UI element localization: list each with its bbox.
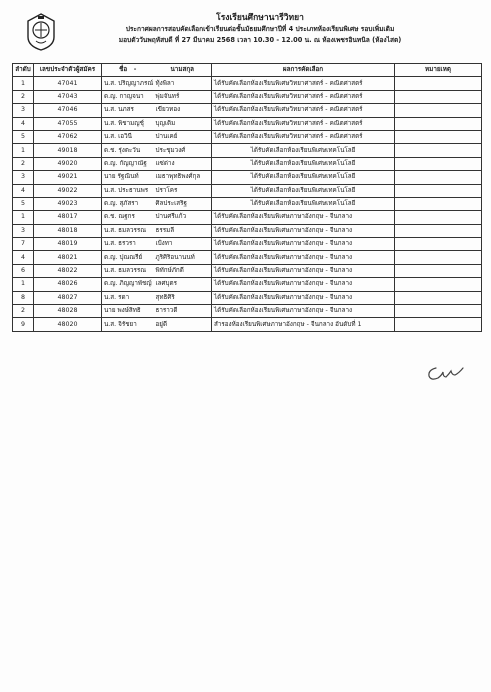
table-row [13, 144, 482, 157]
row-surname: พุ่มจันทร์ [154, 90, 212, 103]
row-no: 4 [13, 251, 34, 264]
row-name: น.ส. ธมลวรรณ [102, 224, 154, 237]
row-remark [395, 305, 482, 318]
row-name: น.ส. เอวินี [102, 130, 154, 143]
table-row [13, 305, 482, 318]
row-no: 1 [13, 77, 34, 90]
table-row [13, 104, 482, 117]
table-row [13, 251, 482, 264]
row-result: ได้รับคัดเลือกห้องเรียนพิเศษวิทยาศาสตร์ - คณิตศาสตร์ [212, 90, 395, 103]
row-surname: เขียวทอง [154, 104, 212, 117]
row-applicant-id: 48026 [34, 278, 102, 291]
row-name: น.ส. พิชามญชุ์ [102, 117, 154, 130]
row-surname: ปานเคย์ [154, 130, 212, 143]
header-surname: นามสกุล [154, 64, 212, 77]
table-row [13, 184, 482, 197]
row-no: 1 [13, 144, 34, 157]
row-name: นาย รัฐณินท์ [102, 171, 154, 184]
row-no: 5 [13, 197, 34, 210]
row-remark [395, 224, 482, 237]
row-remark [395, 77, 482, 90]
results-table [12, 63, 482, 332]
row-remark [395, 211, 482, 224]
row-name: ด.ญ. ภิญญาพัชญ์ [102, 278, 154, 291]
row-surname: พิทักษ์ภักดี [154, 264, 212, 277]
table-row [13, 291, 482, 304]
table-row [13, 171, 482, 184]
row-applicant-id: 48019 [34, 238, 102, 251]
row-no: 1 [13, 211, 34, 224]
row-remark [395, 171, 482, 184]
table-row [13, 211, 482, 224]
row-applicant-id: 49023 [34, 197, 102, 210]
row-remark [395, 264, 482, 277]
row-surname: เมธาพุทธิพงศ์กุล [154, 171, 212, 184]
row-applicant-id: 48018 [34, 224, 102, 237]
row-name: นาย พงษ์สิทธิ [102, 305, 154, 318]
row-applicant-id: 49018 [34, 144, 102, 157]
row-result: ได้รับคัดเลือกห้องเรียนพิเศษภาษาอังกฤษ - จีนกลาง [212, 305, 395, 318]
row-surname: ธรรมลี [154, 224, 212, 237]
announcement-title: ประกาศผลการสอบคัดเลือกเข้าเรียนต่อชั้นมัธยมศึกษาปีที่ 4 ประเภทห้องเรียนพิเศษ รอบเพิ่มเติม [125, 25, 395, 33]
table-row [13, 224, 482, 237]
row-no: 3 [13, 171, 34, 184]
row-surname: เป้งทา [154, 238, 212, 251]
row-no: 7 [13, 238, 34, 251]
row-surname: ทุ้งพิลา [154, 77, 212, 90]
row-result: ได้รับคัดเลือกห้องเรียนพิเศษภาษาอังกฤษ - จีนกลาง [212, 264, 395, 277]
row-no: 3 [13, 224, 34, 237]
row-no: 2 [13, 157, 34, 170]
table-row [13, 264, 482, 277]
row-result: ได้รับคัดเลือกห้องเรียนพิเศษวิทยาศาสตร์ - คณิตศาสตร์ [212, 104, 395, 117]
row-applicant-id: 49021 [34, 171, 102, 184]
row-surname: เลศบุตร [154, 278, 212, 291]
row-applicant-id: 49022 [34, 184, 102, 197]
table-row [13, 278, 482, 291]
table-row [13, 238, 482, 251]
table-row [13, 130, 482, 143]
row-name: น.ส. จิรัชยา [102, 318, 154, 331]
table-row [13, 197, 482, 210]
row-remark [395, 144, 482, 157]
reporting-details: มอบตัววันพฤหัสบดี ที่ 27 มีนาคม 2568 เวลา 10.30 - 12.00 น. ณ ห้องเพชรอินทนิล (ห้องไสต) [118, 36, 402, 44]
row-applicant-id: 47062 [34, 130, 102, 143]
row-result: ได้รับคัดเลือกห้องเรียนพิเศษภาษาอังกฤษ - จีนกลาง [212, 211, 395, 224]
header-applicant-id: เลขประจำตัวผู้สมัคร [34, 64, 102, 77]
row-result: ได้รับคัดเลือกห้องเรียนพิเศษภาษาอังกฤษ - จีนกลาง [212, 238, 395, 251]
row-result: ได้รับคัดเลือกห้องเรียนพิเศษเทคโนโลยี [212, 144, 395, 157]
row-surname: แซ่ด่าง [154, 157, 212, 170]
row-name: น.ส. นภสร [102, 104, 154, 117]
row-applicant-id: 48021 [34, 251, 102, 264]
row-applicant-id: 47043 [34, 90, 102, 103]
table-body [13, 77, 482, 331]
row-name: น.ส. ธรวรา [102, 238, 154, 251]
document-header [60, 12, 460, 46]
row-surname: ประชุมวงศ์ [154, 144, 212, 157]
row-surname: ภูริศิริอนานนท์ [154, 251, 212, 264]
row-applicant-id: 49020 [34, 157, 102, 170]
row-name: ด.ช. ณฐกร [102, 211, 154, 224]
row-applicant-id: 48022 [34, 264, 102, 277]
table-header-row [13, 64, 482, 77]
row-no: 2 [13, 305, 34, 318]
row-result: ได้รับคัดเลือกห้องเรียนพิเศษเทคโนโลยี [212, 157, 395, 170]
row-no: 6 [13, 264, 34, 277]
row-result: ได้รับคัดเลือกห้องเรียนพิเศษเทคโนโลยี [212, 171, 395, 184]
row-remark [395, 90, 482, 103]
table-row [13, 318, 482, 331]
row-applicant-id: 47055 [34, 117, 102, 130]
row-applicant-id: 48017 [34, 211, 102, 224]
row-surname: บุญเติม [154, 117, 212, 130]
row-name: น.ส. ธมลวรรณ [102, 264, 154, 277]
row-surname: ปราโคร [154, 184, 212, 197]
school-name: โรงเรียนศึกษานารีวิทยา [216, 13, 304, 23]
row-name: ด.ญ. ปุณณรีย์ [102, 251, 154, 264]
row-result: ได้รับคัดเลือกห้องเรียนพิเศษวิทยาศาสตร์ - คณิตศาสตร์ [212, 117, 395, 130]
table-row [13, 90, 482, 103]
row-remark [395, 184, 482, 197]
table-row [13, 157, 482, 170]
row-result: ได้รับคัดเลือกห้องเรียนพิเศษภาษาอังกฤษ - จีนกลาง [212, 224, 395, 237]
row-surname: ธาราวดี [154, 305, 212, 318]
table-row [13, 77, 482, 90]
row-no: 2 [13, 90, 34, 103]
header-result: ผลการคัดเลือก [212, 64, 395, 77]
header-no: ลำดับ [13, 64, 34, 77]
row-applicant-id: 47041 [34, 77, 102, 90]
header-name: ชื่อ - [102, 64, 154, 77]
row-no: 5 [13, 130, 34, 143]
school-emblem-icon [26, 13, 56, 51]
handwritten-signature [424, 362, 466, 384]
row-no: 4 [13, 184, 34, 197]
table-row [13, 117, 482, 130]
row-result: ได้รับคัดเลือกห้องเรียนพิเศษภาษาอังกฤษ - จีนกลาง [212, 291, 395, 304]
row-name: ด.ญ. กัญญาณัฐ [102, 157, 154, 170]
row-name: ด.ญ. กาญจนา [102, 90, 154, 103]
row-applicant-id: 48020 [34, 318, 102, 331]
row-applicant-id: 48027 [34, 291, 102, 304]
row-remark [395, 318, 482, 331]
row-applicant-id: 48028 [34, 305, 102, 318]
row-remark [395, 117, 482, 130]
row-result: ได้รับคัดเลือกห้องเรียนพิเศษเทคโนโลยี [212, 197, 395, 210]
row-surname: ปานศรีแก้ว [154, 211, 212, 224]
row-surname: ศิลประเสริฐ [154, 197, 212, 210]
row-remark [395, 291, 482, 304]
row-no: 3 [13, 104, 34, 117]
row-no: 9 [13, 318, 34, 331]
row-surname: อยู่ดี [154, 318, 212, 331]
row-name: ด.ช. รุ่งตะวัน [102, 144, 154, 157]
header-remark: หมายเหตุ [395, 64, 482, 77]
row-name: น.ส. ประธานพร [102, 184, 154, 197]
row-remark [395, 238, 482, 251]
row-remark [395, 197, 482, 210]
row-name: น.ส. ปริญญาภรณ์ [102, 77, 154, 90]
row-remark [395, 157, 482, 170]
row-result: ได้รับคัดเลือกห้องเรียนพิเศษวิทยาศาสตร์ - คณิตศาสตร์ [212, 77, 395, 90]
row-surname: สุทธิศิริ [154, 291, 212, 304]
row-no: 1 [13, 278, 34, 291]
row-name: ด.ญ. สุภัสรา [102, 197, 154, 210]
row-result: ได้รับคัดเลือกห้องเรียนพิเศษวิทยาศาสตร์ - คณิตศาสตร์ [212, 130, 395, 143]
row-result: ได้รับคัดเลือกห้องเรียนพิเศษภาษาอังกฤษ - จีนกลาง [212, 278, 395, 291]
row-remark [395, 278, 482, 291]
row-name: น.ส. รดา [102, 291, 154, 304]
row-applicant-id: 47046 [34, 104, 102, 117]
row-remark [395, 251, 482, 264]
row-no: 8 [13, 291, 34, 304]
row-result: ได้รับคัดเลือกห้องเรียนพิเศษเทคโนโลยี [212, 184, 395, 197]
row-result: ได้รับคัดเลือกห้องเรียนพิเศษภาษาอังกฤษ - จีนกลาง [212, 251, 395, 264]
row-remark [395, 130, 482, 143]
row-remark [395, 104, 482, 117]
row-no: 4 [13, 117, 34, 130]
row-result: สำรองห้องเรียนพิเศษภาษาอังกฤษ - จีนกลาง อันดับที่ 1 [212, 318, 395, 331]
